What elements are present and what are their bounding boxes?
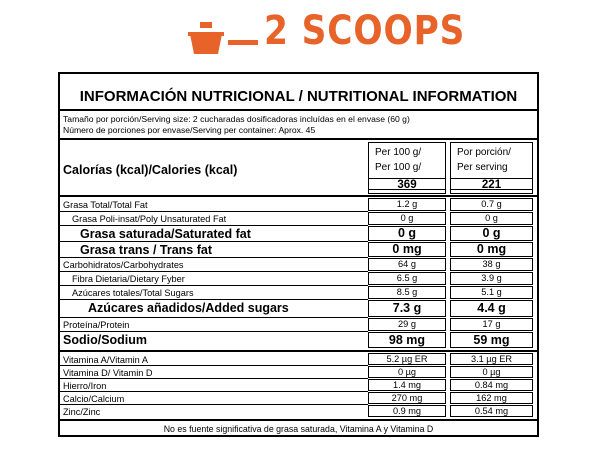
divider [60, 195, 537, 197]
table-row [60, 226, 537, 242]
table-row [60, 366, 537, 379]
panel-title: INFORMACIÓN NUTRICIONAL / NUTRITIONAL INFORMATION [79, 88, 518, 105]
serving-size: Tamaño por porción/Serving size: 2 cucharadas dosificadoras incluídas en el envase (60 g) [63, 114, 410, 124]
value-per-serving: 0 mg [450, 242, 533, 257]
table-row [60, 392, 537, 405]
value-per-serving: 3.9 g [450, 272, 533, 285]
value-per-serving: 17 g [450, 318, 533, 331]
nutrient-label: Fibra Dietaria/Dietary Fyber [72, 274, 185, 284]
value-per-100g: 6.5 g [368, 272, 446, 285]
value-per-100g: 7.3 g [368, 300, 446, 317]
table-row [60, 212, 537, 226]
value-per-serving: 0.7 g [450, 198, 533, 211]
value-per-100g: 270 mg [368, 392, 446, 404]
table-row [60, 258, 537, 272]
divider [60, 350, 537, 352]
value-per-serving: 0 g [450, 212, 533, 225]
value-per-100g: 64 g [368, 258, 446, 271]
value-per-100g: 0 g [368, 226, 446, 241]
nutrient-label: Vitamina A/Vitamin A [63, 355, 148, 365]
divider [60, 138, 537, 140]
value-per-serving: 59 mg [450, 332, 533, 348]
table-row [60, 332, 537, 349]
calories-serving: 221 [450, 178, 533, 194]
table-row [60, 286, 537, 300]
value-per-serving: 0 µg [450, 366, 533, 378]
value-per-100g: 98 mg [368, 332, 446, 348]
value-per-serving: 162 mg [450, 392, 533, 404]
table-row [60, 272, 537, 286]
value-per-100g: 8.5 g [368, 286, 446, 299]
table-row [60, 353, 537, 366]
value-per-serving: 4.4 g [450, 300, 533, 317]
footnote: No es fuente significativa de grasa saturada, Vitamina A y Vitamina D [163, 424, 434, 434]
brand-text: 2 SCOOPS [264, 8, 466, 54]
col2-header: Por porción/ Per serving [450, 142, 533, 190]
nutrient-label: Grasa Poli-insat/Poly Unsaturated Fat [72, 214, 227, 224]
nutrient-label: Hierro/Iron [63, 381, 107, 391]
calories-label: Calorías (kcal)/Calories (kcal) [63, 163, 238, 177]
table-row [60, 242, 537, 258]
table-row [60, 379, 537, 392]
value-per-serving: 5.1 g [450, 286, 533, 299]
nutrient-label: Azúcares totales/Total Sugars [72, 288, 194, 298]
nutrition-panel [58, 72, 539, 437]
scoop-icon [186, 20, 226, 60]
nutrient-label: Grasa Total/Total Fat [63, 200, 148, 210]
calories-100g: 369 [368, 178, 446, 194]
header [0, 6, 600, 62]
divider [60, 419, 537, 421]
value-per-serving: 0 g [450, 226, 533, 241]
nutrient-label: Proteína/Protein [63, 320, 130, 330]
table-row [60, 318, 537, 332]
nutrient-label: Grasa trans / Trans fat [80, 243, 213, 257]
value-per-100g: 1.4 mg [368, 379, 446, 391]
nutrient-label: Sodio/Sodium [63, 333, 148, 347]
servings-per-container: Número de porciones por envase/Serving per container: Aprox. 45 [63, 125, 316, 135]
value-per-serving: 3.1 µg ER [450, 353, 533, 365]
value-per-100g: 0.9 mg [368, 405, 446, 417]
value-per-100g: 29 g [368, 318, 446, 331]
value-per-100g: 0 mg [368, 242, 446, 257]
value-per-100g: 1.2 g [368, 198, 446, 211]
dash-divider [228, 40, 258, 45]
value-per-100g: 0 g [368, 212, 446, 225]
value-per-serving: 38 g [450, 258, 533, 271]
divider [60, 109, 537, 111]
value-per-serving: 0.54 mg [450, 405, 533, 417]
value-per-100g: 5.2 µg ER [368, 353, 446, 365]
nutrient-label: Vitamina D/ Vitamin D [63, 368, 153, 378]
col1-header: Per 100 g/ Per 100 g/ [368, 142, 446, 190]
table-row [60, 300, 537, 318]
table-row [60, 198, 537, 212]
nutrient-label: Zinc/Zinc [63, 407, 101, 417]
value-per-100g: 0 µg [368, 366, 446, 378]
table-row [60, 405, 537, 418]
value-per-serving: 0.84 mg [450, 379, 533, 391]
nutrient-label: Azúcares añadidos/Added sugars [88, 301, 289, 315]
nutrient-label: Grasa saturada/Saturated fat [80, 227, 251, 241]
nutrient-label: Carbohidratos/Carbohydrates [63, 260, 184, 270]
nutrient-label: Calcio/Calcium [63, 394, 125, 404]
